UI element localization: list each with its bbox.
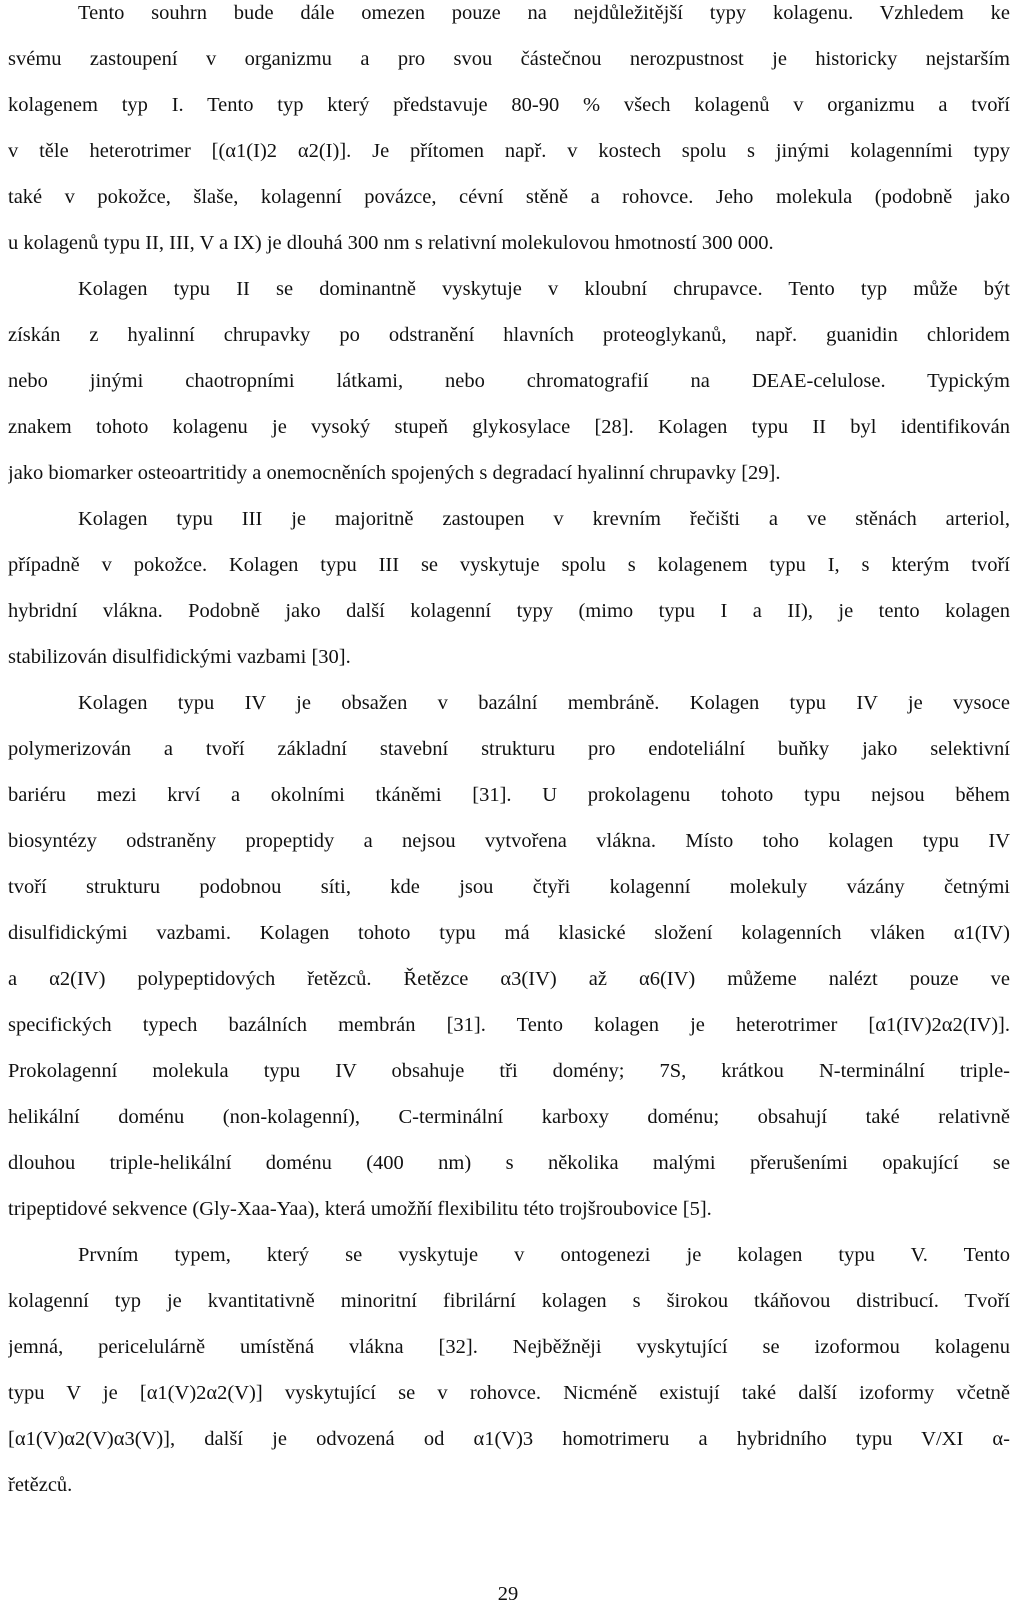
text-line: tripeptidové sekvence (Gly-Xaa-Yaa), která umožňí flexibilitu této trojšroubovice [5]. [8, 1198, 712, 1220]
text-line: bariéru mezi krví a okolními tkáněmi [31]. U prokolagenu tohoto typu nejsou během [8, 784, 1010, 806]
text-line: a α2(IV) polypeptidových řetězců. Řetězce α3(IV) až α6(IV) můžeme nalézt pouze ve [8, 968, 1010, 990]
text-line: tvoří strukturu podobnou síti, kde jsou čtyři kolagenní molekuly vázány četnými [8, 876, 1010, 898]
text-line: v těle heterotrimer [(α1(I)2 α2(I)]. Je přítomen např. v kostech spolu s jinými kolagenními typy [8, 140, 1010, 162]
text-line: Tento souhrn bude dále omezen pouze na nejdůležitější typy kolagenu. Vzhledem ke [78, 2, 1010, 24]
text-line: kolagenní typ je kvantitativně minoritní fibrilární kolagen s širokou tkáňovou distribucí. Tvoří [8, 1290, 1010, 1312]
text-line: jako biomarker osteoartritidy a onemocněních spojených s degradací hyalinní chrupavky [29]. [8, 462, 781, 484]
text-line: hybridní vlákna. Podobně jako další kolagenní typy (mimo typu I a II), je tento kolagen [8, 600, 1010, 622]
text-line: dlouhou triple-helikální doménu (400 nm) s několika malými přerušeními opakující se [8, 1152, 1010, 1174]
text-line: disulfidickými vazbami. Kolagen tohoto typu má klasické složení kolagenních vláken α1(IV) [8, 922, 1010, 944]
text-line: případně v pokožce. Kolagen typu III se vyskytuje spolu s kolagenem typu I, s kterým tvoří [8, 554, 1010, 576]
text-line: stabilizován disulfidickými vazbami [30]. [8, 646, 351, 668]
text-line: [α1(V)α2(V)α3(V)], další je odvozená od α1(V)3 homotrimeru a hybridního typu V/XI α- [8, 1428, 1010, 1450]
text-line: také v pokožce, šlaše, kolagenní povázce, cévní stěně a rohovce. Jeho molekula (podobně jako [8, 186, 1010, 208]
text-line: svému zastoupení v organizmu a pro svou částečnou nerozpustnost je historicky nejstarším [8, 48, 1010, 70]
text-line: kolagenem typ I. Tento typ který představuje 80-90 % všech kolagenů v organizmu a tvoří [8, 94, 1010, 116]
text-line: Prvním typem, který se vyskytuje v ontogenezi je kolagen typu V. Tento [78, 1244, 1010, 1266]
page-number: 29 [497, 1583, 519, 1605]
text-line: specifických typech bazálních membrán [31]. Tento kolagen je heterotrimer [α1(IV)2α2(IV)]. [8, 1014, 1010, 1036]
text-line: u kolagenů typu II, III, V a IX) je dlouhá 300 nm s relativní molekulovou hmotností 300 000. [8, 232, 774, 254]
text-line: Kolagen typu III je majoritně zastoupen v krevním řečišti a ve stěnách arteriol, [78, 508, 1010, 530]
text-line: Prokolagenní molekula typu IV obsahuje tři domény; 7S, krátkou N-terminální triple- [8, 1060, 1010, 1082]
text-line: získán z hyalinní chrupavky po odstranění hlavních proteoglykanů, např. guanidin chloridem [8, 324, 1010, 346]
text-line: Kolagen typu II se dominantně vyskytuje v kloubní chrupavce. Tento typ může být [78, 278, 1010, 300]
text-line: biosyntézy odstraněny propeptidy a nejsou vytvořena vlákna. Místo toho kolagen typu IV [8, 830, 1010, 852]
text-line: jemná, pericelulárně umístěná vlákna [32]. Nejběžněji vyskytující se izoformou kolagenu [8, 1336, 1010, 1358]
text-line: nebo jinými chaotropními látkami, nebo chromatografií na DEAE-celulose. Typickým [8, 370, 1010, 392]
text-line: typu V je [α1(V)2α2(V)] vyskytující se v rohovce. Nicméně existují také další izoformy včetně [8, 1382, 1010, 1404]
text-line: řetězců. [8, 1474, 73, 1496]
text-line: znakem tohoto kolagenu je vysoký stupeň glykosylace [28]. Kolagen typu II byl identifikován [8, 416, 1010, 438]
text-line: Kolagen typu IV je obsažen v bazální membráně. Kolagen typu IV je vysoce [78, 692, 1010, 714]
text-line: polymerizován a tvoří základní stavební strukturu pro endoteliální buňky jako selektivní [8, 738, 1010, 760]
text-line: helikální doménu (non-kolagenní), C-terminální karboxy doménu; obsahují také relativně [8, 1106, 1010, 1128]
